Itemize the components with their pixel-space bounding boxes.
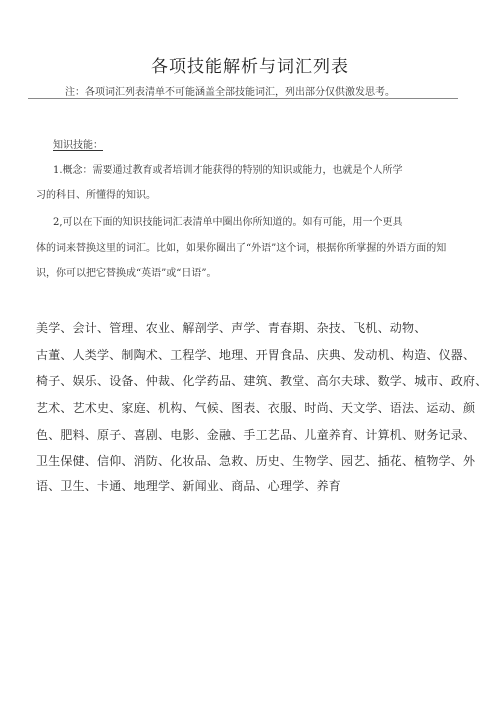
vocabulary-line: 古董、人类学、制陶术、工程学、地理、开胃食品、庆典、发动机、构造、仪器、: [36, 348, 476, 362]
vocabulary-line: 美学、会计、管理、农业、解剖学、声学、青春期、杂技、飞机、动物、: [36, 321, 427, 335]
vocabulary-line: 色、肥料、原子、喜剧、电影、金融、手工艺品、儿童养育、计算机、财务记录、: [36, 428, 476, 442]
section-heading: 知识技能：: [53, 140, 103, 151]
paragraph1-line2: 习的科目、所懂得的知识。: [36, 190, 156, 201]
paragraph2-line2: 体的词来替换这里的词汇。比如，如果你圈出了“外语”这个词，根据你所掌握的外语方面的知: [36, 243, 447, 254]
vocabulary-line: 卫生保健、信仰、消防、化妆品、急救、历史、生物学、园艺、插花、植物学、外: [36, 454, 476, 468]
paragraph2-line3: 识，你可以把它替换成“英语”或“日语”。: [36, 268, 217, 279]
page-title: 各项技能解析与词汇列表: [151, 57, 349, 77]
vocabulary-line: 语、卫生、卡通、地理学、新闻业、商品、心理学、养育: [36, 479, 342, 493]
note-divider: [28, 98, 458, 99]
note-text: 注：各项词汇列表清单不可能涵盖全部技能词汇，列出部分仅供激发思考。: [65, 87, 395, 98]
vocabulary-line: 椅子、娱乐、设备、仲裁、化学药品、建筑、教堂、高尔夫球、数学、城市、政府、: [36, 374, 488, 388]
paragraph1-line1: 1.概念：需要通过教育或者培训才能获得的特别的知识或能力，也就是个人所学: [53, 165, 403, 176]
vocabulary-line: 艺术、艺术史、家庭、机构、气候、图表、衣服、时尚、天文学、语法、运动、颜: [36, 401, 476, 415]
paragraph2-line1: 2,可以在下面的知识技能词汇表清单中圈出你所知道的。如有可能，用一个更具: [53, 217, 403, 228]
